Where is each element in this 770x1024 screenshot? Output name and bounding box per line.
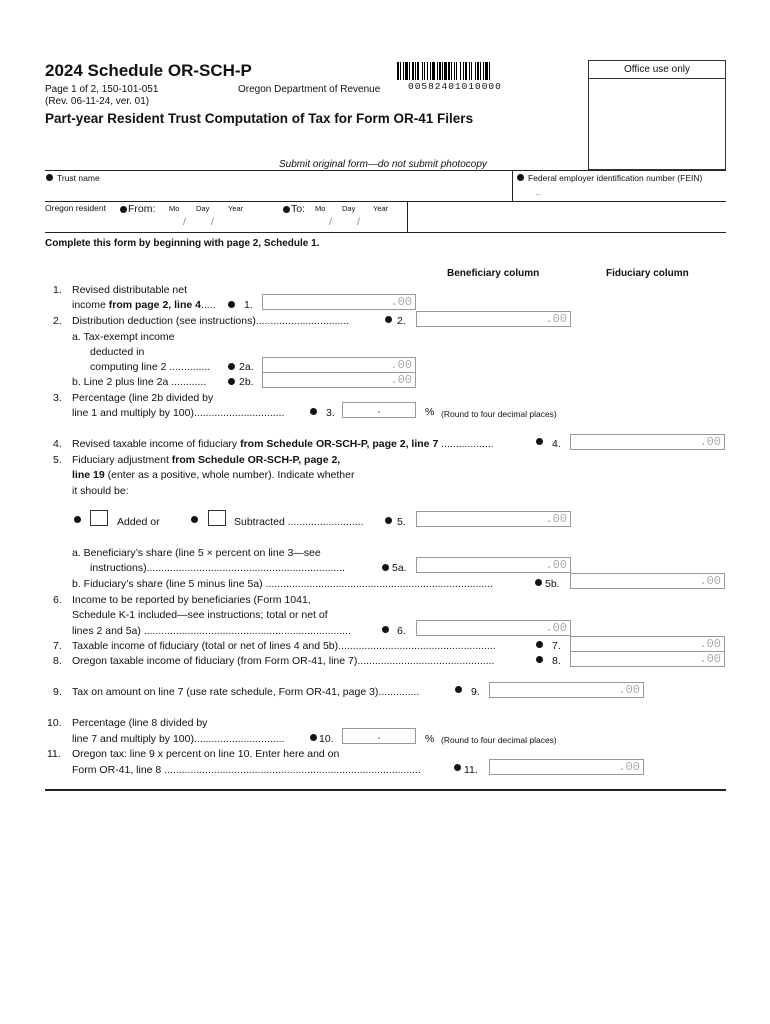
line-10-text: Percentage (line 8 divided by xyxy=(72,717,208,729)
trust-name-input[interactable] xyxy=(45,184,511,201)
line-4-text xyxy=(72,438,494,450)
line-number: 11. xyxy=(47,748,61,760)
required-dot xyxy=(455,686,462,693)
subtracted-checkbox[interactable] xyxy=(208,510,226,526)
added-checkbox[interactable] xyxy=(90,510,108,526)
required-dot xyxy=(385,316,392,323)
office-use-box xyxy=(588,60,726,170)
from-date-input[interactable] xyxy=(165,214,265,230)
line-5-source: from Schedule OR-SCH-P, page 2, xyxy=(171,454,341,466)
page-info: Page 1 of 2, 150-101-051 xyxy=(45,84,159,95)
line-10-text-2: line 7 and multiply by 100)............................... xyxy=(72,733,285,745)
line-9-text: Tax on amount on line 7 (use rate schedule, Form OR-41, page 3).............. xyxy=(72,686,420,698)
line-2b-amount-input[interactable]: .00 xyxy=(262,372,416,388)
line-8-text: Oregon taxable income of fiduciary (from Form OR-41, line 7)............................................... xyxy=(72,655,495,667)
fein-label: Federal employer identification number (FEIN) xyxy=(528,173,703,183)
required-dot xyxy=(310,408,317,415)
line-ref: 10. xyxy=(319,733,334,745)
line-4-source: from Schedule OR-SCH-P, page 2, line 7 xyxy=(240,438,439,450)
required-dot xyxy=(310,734,317,741)
required-dot xyxy=(517,174,524,181)
line-5-text-part: (enter as a positive, whole number). Indicate whether xyxy=(104,469,355,481)
line-5b-amount-input[interactable]: .00 xyxy=(570,573,725,589)
from-day-label: Day xyxy=(196,204,210,213)
bottom-rule xyxy=(45,789,726,791)
required-dot xyxy=(454,764,461,771)
line-2a-amount-input[interactable]: .00 xyxy=(262,357,416,373)
line-3-text: Percentage (line 2b divided by xyxy=(72,392,214,404)
line-ref: 2b. xyxy=(239,376,254,388)
line-5a-text-2: instructions).................................................................... xyxy=(90,562,345,574)
line-5b-text: b. Fiduciary’s share (line 5 minus line 5a) .............................................................................. xyxy=(72,578,494,590)
line-9-amount-input[interactable]: .00 xyxy=(489,682,644,698)
line-11-amount-input[interactable]: .00 xyxy=(489,759,644,775)
line-ref: 2. xyxy=(397,315,406,327)
required-dot xyxy=(228,301,235,308)
from-label: From: xyxy=(128,203,156,215)
line-1-source: from page 2, line 4 xyxy=(108,299,201,311)
to-month-label: Mo xyxy=(315,204,326,213)
line-1-amount-input[interactable]: .00 xyxy=(262,294,416,310)
required-dot xyxy=(536,438,543,445)
barcode-image xyxy=(397,62,569,82)
line-7-amount-input[interactable]: .00 xyxy=(570,636,725,652)
line-4-text-part: Revised taxable income of fiduciary xyxy=(72,438,241,450)
line-number: 8. xyxy=(53,655,62,667)
line-6-text-3: lines 2 and 5a) ....................................................................... xyxy=(72,625,351,637)
line-number: 9. xyxy=(53,686,62,698)
added-label: Added or xyxy=(117,516,160,528)
required-dot xyxy=(536,641,543,648)
line-number: 4. xyxy=(53,438,62,450)
line-number: 7. xyxy=(53,640,62,652)
line-4-leader: .................. xyxy=(438,438,494,450)
date-separator: / xyxy=(183,216,186,228)
line-5a-text: a. Beneficiary’s share (line 5 × percent on line 3—see xyxy=(72,547,321,559)
line-5-text xyxy=(72,454,340,466)
trust-name-label: Trust name xyxy=(57,173,100,183)
date-separator: / xyxy=(329,216,332,228)
line-2a-text-3: computing line 2 .............. xyxy=(90,361,211,373)
line-2a-text-2: deducted in xyxy=(90,346,145,358)
from-year-label: Year xyxy=(228,204,244,213)
department: Oregon Department of Revenue xyxy=(238,84,381,95)
required-dot xyxy=(385,517,392,524)
to-year-label: Year xyxy=(373,204,389,213)
revision: (Rev. 06-11-24, ver. 01) xyxy=(45,96,150,107)
line-ref: 2a. xyxy=(239,361,254,373)
line-6-text-2: Schedule K-1 included—see instructions; total or net of xyxy=(72,609,328,621)
to-label: To: xyxy=(291,203,306,215)
percent-sign: % xyxy=(425,406,435,418)
form-subtitle: Part-year Resident Trust Computation of Tax for Form OR-41 Filers xyxy=(45,111,474,126)
line-1-text-part: income xyxy=(72,299,109,311)
line-ref: 7. xyxy=(552,640,561,652)
line-number: 1. xyxy=(53,284,62,296)
line-11-text-2: Form OR-41, line 8 ........................................................................................ xyxy=(72,764,421,776)
to-day-label: Day xyxy=(342,204,356,213)
line-number: 5. xyxy=(53,454,62,466)
line-ref: 1. xyxy=(244,299,253,311)
line-ref: 5. xyxy=(397,516,406,528)
required-dot xyxy=(74,516,81,523)
line-ref: 8. xyxy=(552,655,561,667)
line-1-text-2 xyxy=(72,299,216,311)
round-note: (Round to four decimal places) xyxy=(441,409,557,419)
required-dot xyxy=(382,564,389,571)
line-3-percent-input[interactable]: . xyxy=(342,402,416,418)
from-month-label: Mo xyxy=(169,204,180,213)
required-dot xyxy=(191,516,198,523)
fiduciary-column-header: Fiduciary column xyxy=(606,268,689,279)
line-number: 10. xyxy=(47,717,62,729)
line-6-text: Income to be reported by beneficiaries (Form 1041, xyxy=(72,594,311,606)
line-8-amount-input[interactable]: .00 xyxy=(570,651,725,667)
line-ref: 4. xyxy=(552,438,561,450)
line-10-percent-input[interactable]: . xyxy=(342,728,416,744)
line-5-source-line: line 19 xyxy=(72,469,105,481)
submit-note: Submit original form—do not submit photocopy xyxy=(279,159,487,170)
line-5-text-3: it should be: xyxy=(72,485,129,497)
line-number: 2. xyxy=(53,315,62,327)
line-number: 3. xyxy=(53,392,62,404)
line-5-text-part: Fiduciary adjustment xyxy=(72,454,172,466)
line-6-amount-input[interactable]: .00 xyxy=(416,620,571,636)
required-dot xyxy=(382,626,389,633)
line-ref: 9. xyxy=(471,686,480,698)
percent-sign: % xyxy=(425,733,435,745)
line-4-amount-input[interactable]: .00 xyxy=(570,434,725,450)
beneficiary-column-header: Beneficiary column xyxy=(447,268,540,279)
line-2-text: Distribution deduction (see instructions)................................ xyxy=(72,315,350,327)
line-7-text: Taxable income of fiduciary (total or net of lines 4 and 5b)...................................................... xyxy=(72,640,496,652)
oregon-resident-label: Oregon resident xyxy=(45,203,106,213)
required-dot xyxy=(46,174,53,181)
date-separator: / xyxy=(357,216,360,228)
required-dot xyxy=(536,656,543,663)
line-2-amount-input[interactable]: .00 xyxy=(416,311,571,327)
office-use-label: Office use only xyxy=(589,61,725,79)
line-ref: 6. xyxy=(397,625,406,637)
required-dot xyxy=(228,363,235,370)
round-note: (Round to four decimal places) xyxy=(441,735,557,745)
line-1-text: Revised distributable net xyxy=(72,284,187,296)
line-5-amount-input[interactable]: .00 xyxy=(416,511,571,527)
line-ref: 5a. xyxy=(392,562,407,574)
line-5a-amount-input[interactable]: .00 xyxy=(416,557,571,573)
required-dot xyxy=(283,206,290,213)
required-dot xyxy=(228,378,235,385)
line-ref: 5b. xyxy=(545,578,560,590)
form-title: 2024 Schedule OR-SCH-P xyxy=(45,61,252,80)
line-number: 6. xyxy=(53,594,62,606)
line-5-text-2 xyxy=(72,469,354,481)
instructions: Complete this form by beginning with page 2, Schedule 1. xyxy=(45,238,320,249)
line-1-leader: ..... xyxy=(200,299,216,311)
line-ref: 11. xyxy=(464,764,478,776)
line-2a-text: a. Tax-exempt income xyxy=(72,331,175,343)
subtracted-label: Subtracted .......................... xyxy=(234,516,364,528)
barcode-number: 00582401010000 xyxy=(408,81,502,92)
date-separator: / xyxy=(211,216,214,228)
line-3-text-2: line 1 and multiply by 100)............................... xyxy=(72,407,285,419)
line-11-text: Oregon tax: line 9 x percent on line 10. Enter here and on xyxy=(72,748,340,760)
line-2b-text: b. Line 2 plus line 2a ............ xyxy=(72,376,207,388)
required-dot xyxy=(120,206,127,213)
fein-input[interactable]: – xyxy=(536,189,541,199)
required-dot xyxy=(535,579,542,586)
line-ref: 3. xyxy=(326,407,335,419)
